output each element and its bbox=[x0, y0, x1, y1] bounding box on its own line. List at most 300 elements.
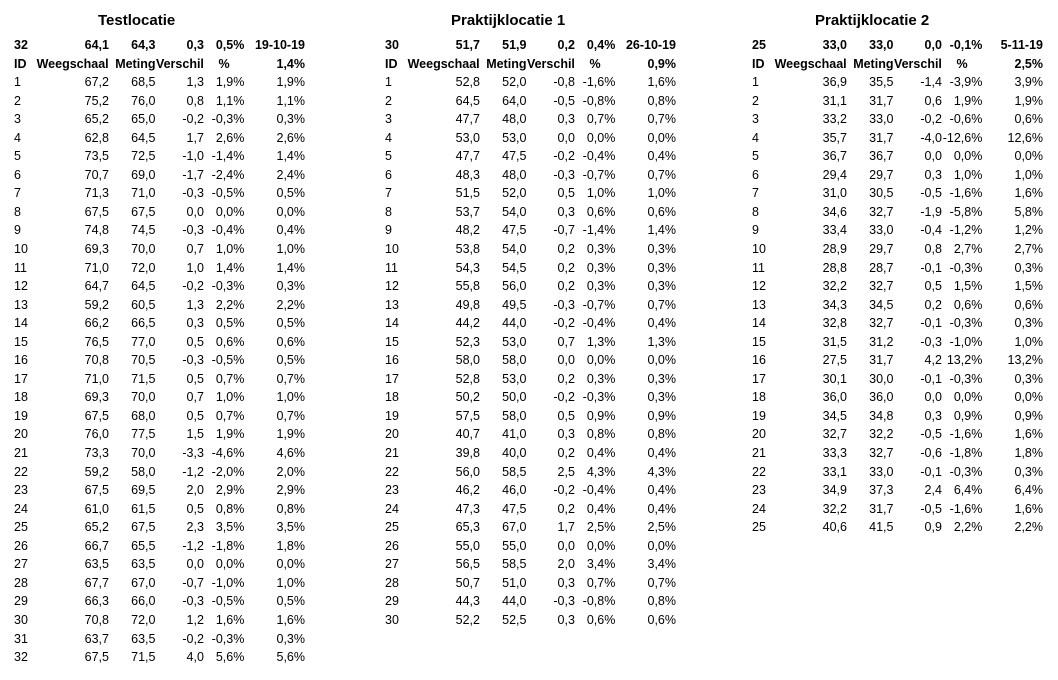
cell-pct: -1,4% bbox=[582, 223, 616, 238]
cell-meting: 58,5 bbox=[502, 464, 527, 479]
cell-meting: 74,5 bbox=[131, 223, 156, 238]
cell-verschil: 0,5 bbox=[557, 186, 575, 201]
cell-meting: 44,0 bbox=[502, 594, 527, 609]
summary-row bbox=[751, 36, 1047, 55]
cell-id: 3 bbox=[385, 112, 392, 127]
table-row bbox=[384, 555, 680, 574]
cell-id: 25 bbox=[752, 520, 766, 535]
cell-id: 12 bbox=[14, 279, 28, 294]
summary-abs-mean: 0,9% bbox=[647, 56, 676, 71]
sheet-title: Testlocatie bbox=[98, 12, 176, 29]
cell-verschil: -0,6 bbox=[920, 446, 942, 461]
cell-abs-pct: 0,3% bbox=[647, 260, 676, 275]
cell-verschil: 0,0 bbox=[557, 130, 575, 145]
cell-id: 24 bbox=[385, 501, 399, 516]
cell-id: 1 bbox=[385, 75, 392, 90]
cell-meting: 32,7 bbox=[869, 204, 894, 219]
cell-id: 26 bbox=[14, 538, 28, 553]
cell-verschil: -0,3 bbox=[920, 334, 942, 349]
cell-abs-pct: 0,6% bbox=[647, 204, 676, 219]
cell-pct: -0,4% bbox=[211, 223, 245, 238]
cell-verschil: -0,2 bbox=[553, 483, 575, 498]
cell-id: 1 bbox=[14, 75, 21, 90]
table-row bbox=[13, 184, 309, 203]
cell-weegschaal: 49,8 bbox=[455, 297, 480, 312]
table-row bbox=[751, 221, 1047, 240]
table-row bbox=[13, 425, 309, 444]
cell-id: 23 bbox=[385, 483, 399, 498]
cell-pct: 1,5% bbox=[953, 279, 983, 294]
table-row bbox=[384, 147, 680, 166]
measurement-table bbox=[13, 36, 309, 667]
cell-abs-pct: 1,9% bbox=[1014, 93, 1043, 108]
table-row bbox=[384, 370, 680, 389]
summary-pct: 0,5% bbox=[215, 38, 245, 52]
table-row bbox=[13, 611, 309, 630]
cell-id: 19 bbox=[14, 408, 28, 423]
cell-id: 12 bbox=[385, 279, 399, 294]
cell-verschil: 2,0 bbox=[557, 557, 575, 572]
cell-id: 13 bbox=[385, 297, 399, 312]
cell-meting: 76,0 bbox=[131, 93, 156, 108]
cell-weegschaal: 74,8 bbox=[84, 223, 109, 238]
cell-verschil: -0,3 bbox=[182, 223, 204, 238]
table-row bbox=[384, 184, 680, 203]
cell-weegschaal: 34,6 bbox=[822, 204, 847, 219]
cell-id: 30 bbox=[385, 612, 399, 627]
cell-verschil: 0,6 bbox=[924, 93, 942, 108]
cell-abs-pct: 0,3% bbox=[647, 242, 676, 257]
cell-pct: -0,3% bbox=[949, 316, 983, 331]
cell-weegschaal: 67,5 bbox=[84, 483, 109, 498]
cell-abs-pct: 0,5% bbox=[276, 353, 305, 368]
cell-pct: 3,4% bbox=[586, 557, 616, 572]
cell-abs-pct: 0,9% bbox=[647, 408, 676, 423]
cell-verschil: 0,0 bbox=[557, 538, 575, 553]
cell-meting: 58,0 bbox=[131, 464, 156, 479]
cell-meting: 44,0 bbox=[502, 316, 527, 331]
cell-weegschaal: 34,3 bbox=[822, 297, 847, 312]
cell-verschil: 1,3 bbox=[186, 297, 204, 312]
cell-pct: 1,9% bbox=[953, 93, 983, 108]
cell-verschil: 0,3 bbox=[186, 316, 204, 331]
cell-abs-pct: 0,0% bbox=[276, 204, 305, 219]
table-row bbox=[384, 537, 680, 556]
cell-abs-pct: 0,3% bbox=[647, 390, 676, 405]
cell-abs-pct: 0,0% bbox=[647, 353, 676, 368]
cell-weegschaal: 33,4 bbox=[822, 223, 847, 238]
cell-weegschaal: 71,3 bbox=[84, 186, 109, 201]
cell-pct: -5,8% bbox=[949, 204, 983, 219]
cell-abs-pct: 0,3% bbox=[276, 631, 305, 646]
table-row bbox=[13, 481, 309, 500]
table-row bbox=[384, 259, 680, 278]
cell-pct: 0,0% bbox=[953, 149, 983, 164]
cell-weegschaal: 59,2 bbox=[84, 464, 109, 479]
cell-pct: 6,4% bbox=[953, 483, 983, 498]
cell-verschil: -0,8 bbox=[553, 75, 575, 90]
cell-id: 28 bbox=[385, 575, 399, 590]
cell-id: 2 bbox=[385, 93, 392, 108]
table-row bbox=[13, 203, 309, 222]
cell-pct: 0,0% bbox=[586, 538, 616, 553]
table-row bbox=[751, 147, 1047, 166]
cell-verschil: 0,2 bbox=[557, 501, 575, 516]
cell-weegschaal: 67,5 bbox=[84, 408, 109, 423]
cell-abs-pct: 0,3% bbox=[1014, 260, 1043, 275]
summary-meting: 64,3 bbox=[131, 38, 156, 52]
cell-meting: 69,5 bbox=[131, 483, 156, 498]
cell-abs-pct: 1,9% bbox=[276, 427, 305, 442]
cell-weegschaal: 27,5 bbox=[822, 353, 847, 368]
cell-abs-pct: 1,4% bbox=[276, 260, 305, 275]
cell-abs-pct: 0,0% bbox=[647, 130, 676, 145]
cell-id: 11 bbox=[752, 260, 765, 275]
cell-meting: 70,5 bbox=[131, 353, 156, 368]
cell-pct: -2,4% bbox=[211, 167, 245, 182]
cell-pct: 0,8% bbox=[215, 501, 245, 516]
cell-abs-pct: 0,6% bbox=[1014, 112, 1043, 127]
table-row bbox=[384, 73, 680, 92]
cell-weegschaal: 58,0 bbox=[455, 353, 480, 368]
table-row bbox=[384, 407, 680, 426]
cell-weegschaal: 30,1 bbox=[822, 371, 847, 386]
table-row bbox=[13, 147, 309, 166]
col-header-weegschaal: Weegschaal bbox=[36, 56, 109, 71]
col-header-meting: Meting bbox=[115, 56, 156, 71]
cell-verschil: 0,3 bbox=[924, 408, 942, 423]
cell-pct: 4,3% bbox=[586, 464, 616, 479]
cell-verschil: -4,0 bbox=[920, 130, 942, 145]
cell-abs-pct: 0,4% bbox=[647, 316, 676, 331]
cell-weegschaal: 32,2 bbox=[822, 279, 847, 294]
cell-pct: -0,3% bbox=[949, 260, 983, 275]
table-row bbox=[384, 592, 680, 611]
cell-pct: -0,3% bbox=[582, 390, 616, 405]
summary-row bbox=[13, 36, 309, 55]
cell-weegschaal: 44,3 bbox=[455, 594, 480, 609]
cell-pct: 0,0% bbox=[215, 557, 245, 572]
cell-verschil: 1,0 bbox=[186, 260, 204, 275]
col-header-id: ID bbox=[14, 56, 27, 71]
cell-pct: -0,5% bbox=[211, 186, 245, 201]
cell-meting: 71,0 bbox=[131, 186, 156, 201]
cell-meting: 67,5 bbox=[131, 520, 156, 535]
cell-weegschaal: 57,5 bbox=[455, 408, 480, 423]
cell-pct: 0,7% bbox=[586, 112, 616, 127]
table-row bbox=[13, 296, 309, 315]
cell-weegschaal: 53,7 bbox=[455, 204, 480, 219]
cell-abs-pct: 2,9% bbox=[276, 483, 305, 498]
col-header-meting: Meting bbox=[486, 56, 527, 71]
cell-pct: -1,6% bbox=[949, 427, 983, 442]
cell-pct: -12,6% bbox=[942, 130, 983, 145]
cell-verschil: -0,2 bbox=[553, 316, 575, 331]
cell-pct: 0,9% bbox=[953, 408, 983, 423]
cell-verschil: -0,5 bbox=[920, 501, 942, 516]
cell-pct: 0,0% bbox=[586, 130, 616, 145]
cell-pct: 0,4% bbox=[586, 446, 616, 461]
summary-weegschaal: 33,0 bbox=[822, 38, 847, 52]
cell-verschil: 0,5 bbox=[924, 279, 942, 294]
cell-meting: 66,5 bbox=[131, 316, 156, 331]
table-row bbox=[751, 259, 1047, 278]
cell-pct: 0,7% bbox=[215, 371, 245, 386]
header-row bbox=[384, 55, 680, 74]
table-row bbox=[13, 648, 309, 667]
cell-abs-pct: 1,9% bbox=[276, 75, 305, 90]
cell-abs-pct: 1,0% bbox=[1014, 167, 1043, 182]
cell-pct: -0,8% bbox=[582, 93, 616, 108]
cell-id: 18 bbox=[385, 390, 399, 405]
cell-verschil: 0,0 bbox=[186, 557, 204, 572]
table-row bbox=[384, 129, 680, 148]
cell-abs-pct: 1,6% bbox=[1014, 427, 1043, 442]
cell-id: 11 bbox=[385, 260, 398, 275]
cell-verschil: -0,5 bbox=[920, 186, 942, 201]
cell-weegschaal: 34,5 bbox=[822, 408, 847, 423]
cell-meting: 31,7 bbox=[869, 130, 894, 145]
cell-weegschaal: 66,2 bbox=[84, 316, 109, 331]
cell-pct: 0,7% bbox=[215, 408, 245, 423]
cell-verschil: 0,0 bbox=[924, 390, 942, 405]
col-header-id: ID bbox=[385, 56, 398, 71]
cell-meting: 32,7 bbox=[869, 316, 894, 331]
cell-abs-pct: 2,7% bbox=[1014, 242, 1043, 257]
cell-id: 17 bbox=[385, 371, 399, 386]
cell-id: 20 bbox=[385, 427, 399, 442]
cell-weegschaal: 39,8 bbox=[455, 446, 480, 461]
cell-id: 24 bbox=[752, 501, 766, 516]
cell-weegschaal: 55,8 bbox=[455, 279, 480, 294]
table-row bbox=[13, 351, 309, 370]
cell-weegschaal: 67,5 bbox=[84, 204, 109, 219]
cell-verschil: -1,2 bbox=[182, 538, 204, 553]
table-row bbox=[384, 444, 680, 463]
cell-id: 19 bbox=[385, 408, 399, 423]
cell-id: 7 bbox=[14, 186, 21, 201]
table-row bbox=[751, 444, 1047, 463]
cell-id: 15 bbox=[752, 334, 766, 349]
cell-meting: 71,5 bbox=[131, 371, 156, 386]
cell-weegschaal: 54,3 bbox=[455, 260, 480, 275]
cell-verschil: 1,2 bbox=[186, 612, 204, 627]
cell-weegschaal: 33,2 bbox=[822, 112, 847, 127]
header-row bbox=[13, 55, 309, 74]
cell-weegschaal: 65,3 bbox=[455, 520, 480, 535]
cell-meting: 41,0 bbox=[502, 427, 527, 442]
cell-abs-pct: 0,5% bbox=[276, 594, 305, 609]
cell-weegschaal: 53,8 bbox=[455, 242, 480, 257]
summary-date: 19-10-19 bbox=[254, 38, 305, 52]
table-row bbox=[751, 129, 1047, 148]
cell-abs-pct: 0,6% bbox=[1014, 297, 1043, 312]
col-header-verschil: Verschil bbox=[155, 56, 204, 71]
cell-weegschaal: 44,2 bbox=[455, 316, 480, 331]
cell-verschil: 0,2 bbox=[557, 279, 575, 294]
cell-meting: 47,5 bbox=[502, 223, 527, 238]
cell-pct: 0,5% bbox=[215, 316, 245, 331]
cell-id: 8 bbox=[752, 204, 759, 219]
cell-pct: -0,7% bbox=[582, 297, 616, 312]
cell-id: 9 bbox=[14, 223, 21, 238]
cell-weegschaal: 35,7 bbox=[822, 130, 847, 145]
cell-verschil: 0,0 bbox=[557, 353, 575, 368]
cell-meting: 55,0 bbox=[502, 538, 527, 553]
cell-abs-pct: 0,8% bbox=[276, 501, 305, 516]
cell-id: 23 bbox=[752, 483, 766, 498]
summary-count: 25 bbox=[752, 38, 766, 52]
cell-verschil: -0,2 bbox=[920, 112, 942, 127]
cell-weegschaal: 76,0 bbox=[84, 427, 109, 442]
cell-pct: 2,7% bbox=[953, 242, 983, 257]
cell-id: 12 bbox=[752, 279, 766, 294]
cell-id: 16 bbox=[752, 353, 766, 368]
cell-weegschaal: 65,2 bbox=[84, 112, 109, 127]
cell-id: 32 bbox=[14, 650, 28, 665]
col-header-weegschaal: Weegschaal bbox=[407, 56, 480, 71]
table-row bbox=[751, 92, 1047, 111]
cell-verschil: -1,0 bbox=[182, 149, 204, 164]
cell-pct: 1,6% bbox=[215, 612, 245, 627]
cell-id: 13 bbox=[752, 297, 766, 312]
cell-verschil: -0,1 bbox=[920, 316, 942, 331]
table-row bbox=[13, 500, 309, 519]
cell-verschil: 0,3 bbox=[557, 427, 575, 442]
cell-id: 6 bbox=[385, 167, 392, 182]
cell-verschil: 0,8 bbox=[924, 242, 942, 257]
table-row bbox=[751, 203, 1047, 222]
cell-id: 10 bbox=[752, 242, 766, 257]
cell-id: 29 bbox=[385, 594, 399, 609]
cell-pct: -4,6% bbox=[211, 446, 245, 461]
table-row bbox=[384, 333, 680, 352]
cell-pct: 0,9% bbox=[586, 408, 616, 423]
cell-weegschaal: 63,5 bbox=[84, 557, 109, 572]
cell-id: 29 bbox=[14, 594, 28, 609]
cell-pct: 1,0% bbox=[953, 167, 983, 182]
cell-abs-pct: 1,8% bbox=[1014, 446, 1043, 461]
cell-id: 14 bbox=[752, 316, 766, 331]
cell-abs-pct: 5,8% bbox=[1014, 204, 1043, 219]
cell-verschil: 0,5 bbox=[186, 334, 204, 349]
sheet-title: Praktijklocatie 1 bbox=[451, 12, 566, 29]
cell-weegschaal: 69,3 bbox=[84, 390, 109, 405]
cell-abs-pct: 0,0% bbox=[276, 557, 305, 572]
cell-weegschaal: 50,2 bbox=[455, 390, 480, 405]
cell-pct: -0,3% bbox=[211, 112, 245, 127]
cell-pct: 0,6% bbox=[215, 334, 245, 349]
table-row bbox=[751, 370, 1047, 389]
cell-id: 10 bbox=[385, 242, 399, 257]
cell-meting: 30,0 bbox=[869, 371, 894, 386]
cell-id: 18 bbox=[14, 390, 28, 405]
cell-weegschaal: 61,0 bbox=[84, 501, 109, 516]
table-row bbox=[384, 166, 680, 185]
cell-id: 21 bbox=[752, 446, 766, 461]
table-row bbox=[13, 166, 309, 185]
cell-abs-pct: 2,0% bbox=[276, 464, 305, 479]
cell-id: 9 bbox=[385, 223, 392, 238]
cell-meting: 70,0 bbox=[131, 446, 156, 461]
cell-id: 8 bbox=[14, 204, 21, 219]
table-row bbox=[13, 333, 309, 352]
cell-pct: -1,4% bbox=[211, 149, 245, 164]
cell-meting: 54,0 bbox=[502, 204, 527, 219]
cell-weegschaal: 65,2 bbox=[84, 520, 109, 535]
table-row bbox=[384, 110, 680, 129]
cell-id: 18 bbox=[752, 390, 766, 405]
cell-id: 4 bbox=[14, 130, 21, 145]
cell-pct: 0,6% bbox=[586, 612, 616, 627]
cell-meting: 67,5 bbox=[131, 204, 156, 219]
table-row bbox=[13, 277, 309, 296]
cell-verschil: 4,2 bbox=[924, 353, 942, 368]
cell-pct: 1,4% bbox=[215, 260, 245, 275]
cell-abs-pct: 0,7% bbox=[647, 575, 676, 590]
cell-abs-pct: 1,6% bbox=[1014, 186, 1043, 201]
cell-weegschaal: 63,7 bbox=[84, 631, 109, 646]
cell-meting: 53,0 bbox=[502, 130, 527, 145]
cell-verschil: 0,7 bbox=[557, 334, 575, 349]
cell-abs-pct: 0,4% bbox=[647, 501, 676, 516]
cell-verschil: 0,5 bbox=[557, 408, 575, 423]
cell-verschil: 1,7 bbox=[557, 520, 575, 535]
cell-abs-pct: 0,8% bbox=[647, 93, 676, 108]
cell-weegschaal: 73,3 bbox=[84, 446, 109, 461]
col-header-verschil: Verschil bbox=[893, 56, 942, 71]
cell-id: 25 bbox=[385, 520, 399, 535]
table-row bbox=[13, 537, 309, 556]
cell-meting: 46,0 bbox=[502, 483, 527, 498]
cell-id: 22 bbox=[752, 464, 766, 479]
cell-meting: 34,5 bbox=[869, 297, 894, 312]
cell-pct: 2,2% bbox=[215, 297, 245, 312]
cell-weegschaal: 62,8 bbox=[84, 130, 109, 145]
cell-id: 25 bbox=[14, 520, 28, 535]
cell-abs-pct: 3,5% bbox=[276, 520, 305, 535]
cell-id: 21 bbox=[14, 446, 28, 461]
table-row bbox=[384, 481, 680, 500]
cell-pct: -1,6% bbox=[582, 75, 616, 90]
cell-pct: 3,5% bbox=[215, 520, 245, 535]
cell-pct: -1,8% bbox=[211, 538, 245, 553]
cell-pct: -0,5% bbox=[211, 353, 245, 368]
cell-pct: 0,0% bbox=[953, 390, 983, 405]
cell-meting: 77,0 bbox=[131, 334, 156, 349]
col-header-verschil: Verschil bbox=[526, 56, 575, 71]
cell-id: 28 bbox=[14, 575, 28, 590]
cell-weegschaal: 33,3 bbox=[822, 446, 847, 461]
cell-weegschaal: 71,0 bbox=[84, 260, 109, 275]
cell-weegschaal: 29,4 bbox=[822, 167, 847, 182]
cell-pct: 0,7% bbox=[586, 575, 616, 590]
cell-weegschaal: 51,5 bbox=[455, 186, 480, 201]
cell-weegschaal: 28,8 bbox=[822, 260, 847, 275]
cell-meting: 58,5 bbox=[502, 557, 527, 572]
table-row bbox=[384, 277, 680, 296]
cell-abs-pct: 0,3% bbox=[647, 371, 676, 386]
cell-verschil: -1,2 bbox=[182, 464, 204, 479]
cell-meting: 61,5 bbox=[131, 501, 156, 516]
cell-pct: -0,3% bbox=[949, 371, 983, 386]
cell-id: 3 bbox=[14, 112, 21, 127]
cell-pct: 1,9% bbox=[215, 75, 245, 90]
cell-verschil: 0,2 bbox=[557, 260, 575, 275]
cell-verschil: 2,3 bbox=[186, 520, 204, 535]
table-row bbox=[13, 92, 309, 111]
table-row bbox=[384, 92, 680, 111]
